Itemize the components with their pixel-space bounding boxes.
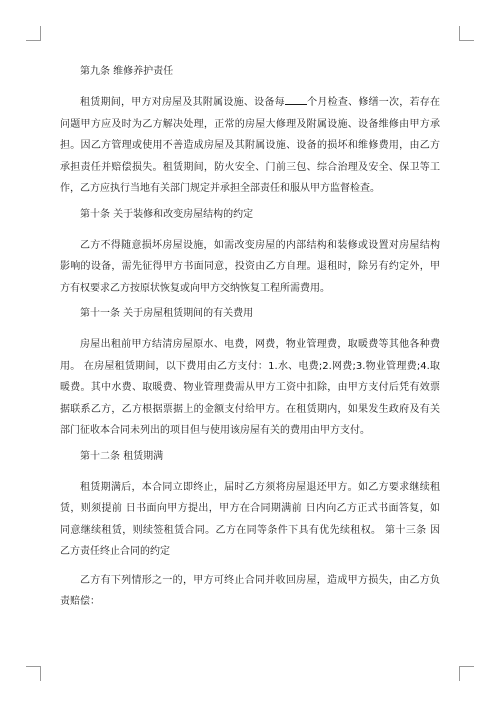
section-9-line-2: 问题甲方应及时为乙方解决处理，正常的房屋大修理及附属设施、设备维修由甲方承 bbox=[60, 118, 440, 130]
section-11-line-3: 暖费。其中水费、取暖费、物业管理费需从甲方工资中扣除，由甲方支付后凭有效票 bbox=[60, 382, 440, 393]
section-13-line-2: 责赔偿： bbox=[60, 596, 100, 607]
section-12-line-1: 租赁期满后，本合同立即终止，届时乙方须将房屋退还甲方。如乙方要求继续租 bbox=[80, 481, 440, 493]
section-13-line-1: 乙方有下列情形之一的，甲方可终止合同并收回房屋，造成甲方损失，由乙方负 bbox=[80, 574, 440, 586]
section-10-heading: 第十条 关于装修和改变房屋结构的约定 bbox=[80, 208, 254, 220]
section-12-body bbox=[60, 477, 440, 563]
section-9-body bbox=[60, 92, 440, 200]
section-11-heading: 第十一条 关于房屋租赁期间的有关费用 bbox=[80, 308, 254, 319]
page-corner-mark-bottom-right bbox=[459, 666, 474, 681]
section-9-line-1-part-b: 个月检查、修缮一次，若存在 bbox=[306, 97, 441, 108]
section-11-line-1: 房屋出租前甲方结清房屋原水、电费，网费，物业管理费，取暖费等其他各种费 bbox=[80, 339, 440, 350]
section-11-line-4: 据联系乙方，乙方根据票据上的金额支付给甲方。在租赁期内，如果发生政府及有关 bbox=[60, 403, 440, 415]
section-10-line-2: 影响的设备，需先征得甲方书面同意，投资由乙方自理。退租时，除另有约定外，甲 bbox=[60, 261, 440, 272]
section-9-heading: 第九条 维修养护责任 bbox=[80, 66, 174, 77]
section-10-line-3: 方有权要求乙方按原状恢复或向甲方交纳恢复工程所需费用。 bbox=[60, 282, 330, 294]
section-12-line-3: 同意继续租赁，则续签租赁合同。乙方在同等条件下具有优先续租权。 第十三条 因 bbox=[60, 524, 440, 536]
section-10-line-1: 乙方不得随意损坏房屋设施，如需改变房屋的内部结构和装修或设置对房屋结构 bbox=[80, 239, 440, 251]
section-9-line-1 bbox=[60, 92, 440, 114]
page-corner-mark-bottom-left bbox=[26, 666, 41, 681]
section-12-line-2: 赁，则须提前 日书面向甲方提出，甲方在合同期满前 日内向乙方正式书面答复，如 bbox=[60, 503, 440, 514]
section-9-line-4: 承担责任并赔偿损失。租赁期间，防火安全、门前三包、综合治理及安全、保卫等工 bbox=[60, 161, 440, 173]
document-page bbox=[60, 64, 440, 620]
section-9-line-1-part-a: 租赁期间，甲方对房屋及其附属设施、设备每 bbox=[80, 97, 285, 108]
section-13-body bbox=[60, 570, 440, 613]
section-11-line-5: 部门征收本合同未列出的项目但与使用该房屋有关的费用由甲方支付。 bbox=[60, 425, 370, 436]
page-corner-mark-top-left bbox=[26, 26, 41, 41]
section-10-body bbox=[60, 235, 440, 300]
section-9-line-3: 担。因乙方管理或使用不善造成房屋及其附属设施、设备的损坏和维修费用，由乙方 bbox=[60, 140, 440, 151]
fill-in-blank[interactable] bbox=[285, 95, 307, 105]
section-12-heading: 第十二条 租赁期满 bbox=[80, 450, 164, 462]
section-9-line-5: 作，乙方应执行当地有关部门规定并承担全部责任和服从甲方监督检查。 bbox=[60, 183, 380, 194]
page-corner-mark-top-right bbox=[459, 26, 474, 41]
section-11-body bbox=[60, 334, 440, 442]
section-11-line-2: 用。 在房屋租赁期间，以下费用由乙方支付：1.水、电费;2.网费;3.物业管理费;4.取 bbox=[60, 360, 440, 372]
section-12-line-4: 乙方责任终止合同的约定 bbox=[60, 546, 170, 557]
